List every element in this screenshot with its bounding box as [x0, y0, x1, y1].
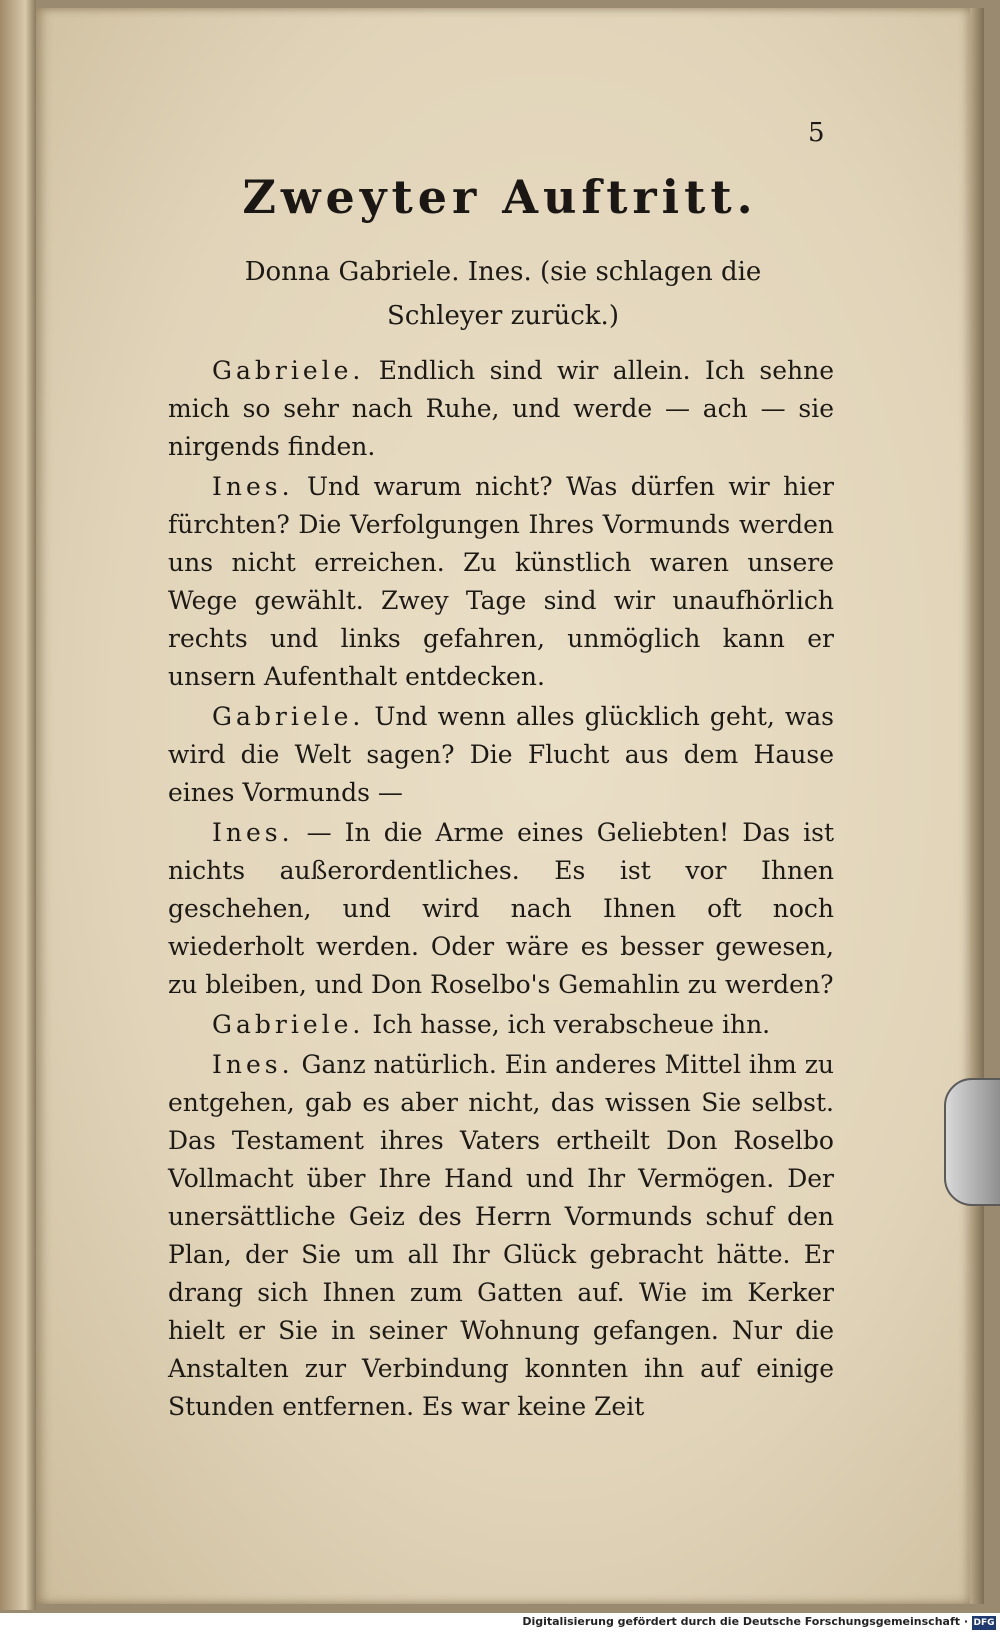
funding-credit: Digitalisierung gefördert durch die Deutsche Forschungsgemeinschaft ·: [522, 1615, 968, 1628]
speech-text: — In die Arme eines Geliebten! Das ist nichts außerordentliches. Es ist vor Ihnen geschehen, und wird nach Ihnen oft noch wiederholt werden. Oder wäre es besser gewesen, zu bleiben, und Don Roselbo's Gemahlin zu werden?: [168, 818, 834, 999]
speech-text: Ich hasse, ich verabscheue ihn.: [372, 1010, 771, 1039]
speaker-name: Gabriele.: [212, 356, 365, 385]
scene-heading: Zweyter Auftritt.: [242, 170, 758, 224]
digitization-footer: [0, 1613, 1000, 1634]
page-fore-edge: [970, 8, 984, 1604]
dialogue-paragraph: [168, 698, 834, 812]
dfg-logo: DFG: [973, 1618, 995, 1628]
speech-text: Endlich sind wir allein. Ich sehne mich so sehr nach Ruhe, und werde — ach — sie nirgends finden.: [168, 356, 834, 461]
speech-text: Und warum nicht? Was dürfen wir hier fürchten? Die Verfolgungen Ihres Vormunds werden uns nicht erreichen. Zu künstlich waren unsere Wege gewählt. Zwey Tage sind wir unaufhörlich rechts und links gefahren, unmöglich kann er unsern Aufenthalt entdecken.: [168, 472, 834, 691]
speech-text: Und wenn alles glücklich geht, was wird die Welt sagen? Die Flucht aus dem Hause eines Vormunds —: [168, 702, 834, 807]
speaker-name: Ines.: [212, 472, 294, 501]
speaker-name: Ines.: [212, 818, 294, 847]
cast-line: Donna Gabriele. Ines. (sie schlagen die Schleyer zurück.): [244, 257, 762, 331]
dialogue-paragraph: [168, 814, 834, 1004]
page-clip: [944, 1078, 1000, 1206]
dialogue-paragraph: [168, 352, 834, 466]
speaker-name: Ines.: [212, 1050, 294, 1079]
dialogue-paragraph: [168, 468, 834, 696]
facing-page-edge: [0, 0, 36, 1610]
page-number: 5: [808, 118, 825, 148]
speech-text: Ganz natürlich. Ein anderes Mittel ihm zu entgehen, gab es aber nicht, das wissen Sie selbst. Das Testament ihres Vaters ertheilt Don Roselbo Vollmacht über Ihre Hand und Ihr Vermögen. Der unersättliche Geiz des Herrn Vormunds schuf den Plan, der Sie um all Ihr Glück gebracht hätte. Er drang sich Ihnen zum Gatten auf. Wie im Kerker hielt er Sie in seiner Wohnung gefangen. Nur die Anstalten zur Verbindung konnten ihn auf einige Stunden entfernen. Es war keine Zeit: [168, 1050, 834, 1421]
dialogue-paragraph: [168, 1046, 834, 1426]
dialogue-paragraph: [168, 1006, 834, 1044]
dialogue-text: [168, 352, 834, 1428]
speaker-name: Gabriele.: [212, 702, 365, 731]
speaker-name: Gabriele.: [212, 1010, 365, 1039]
